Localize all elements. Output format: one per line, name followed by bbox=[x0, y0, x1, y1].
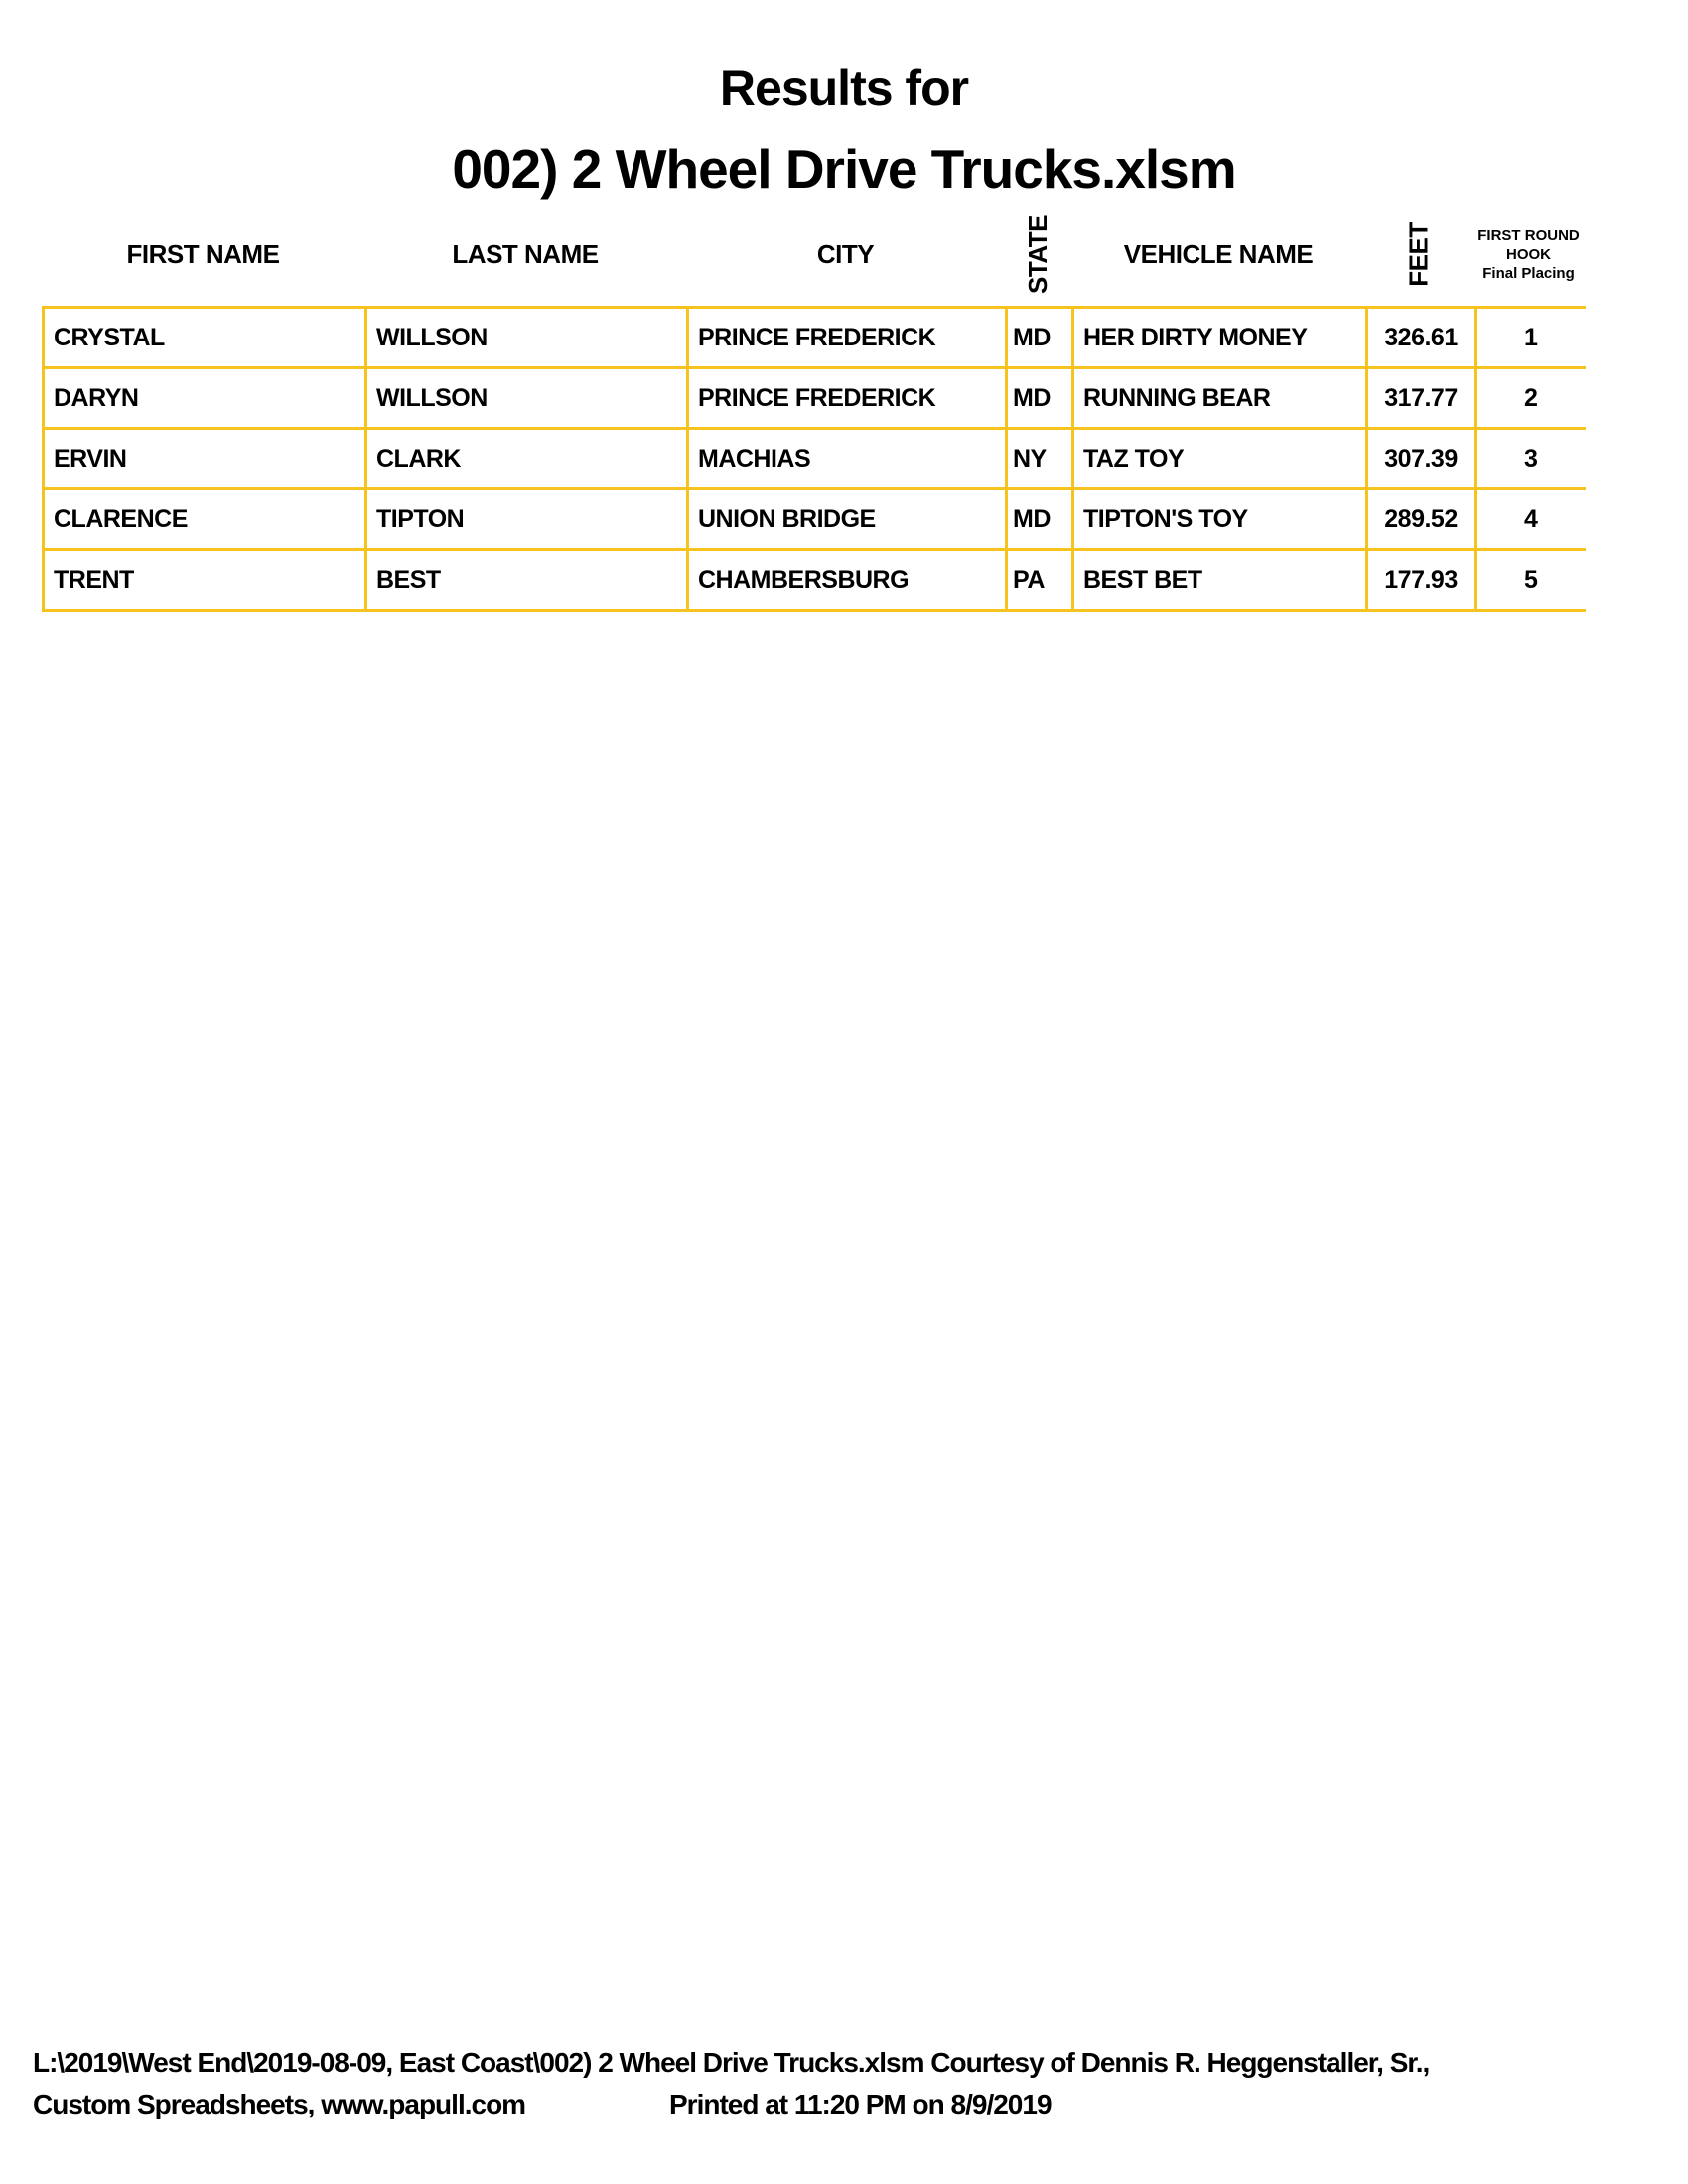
cell-placing: 4 bbox=[1476, 489, 1586, 550]
cell-city: PRINCE FREDERICK bbox=[688, 308, 1007, 368]
footer-printed-timestamp: Printed at 11:20 PM on 8/9/2019 bbox=[669, 2089, 1052, 2119]
table-row bbox=[44, 429, 1586, 489]
cell-feet: 289.52 bbox=[1367, 489, 1476, 550]
footer-second-line bbox=[33, 2089, 1621, 2124]
placing-header-line2: HOOK bbox=[1506, 245, 1551, 263]
page-title: Results for bbox=[719, 61, 969, 116]
cell-vehicle-name: TIPTON'S TOY bbox=[1073, 489, 1367, 550]
column-header-last-name: LAST NAME bbox=[452, 238, 599, 269]
cell-city: PRINCE FREDERICK bbox=[688, 368, 1007, 429]
cell-last-name: BEST bbox=[366, 550, 688, 611]
placing-header-line3: Final Placing bbox=[1482, 264, 1575, 282]
cell-state: NY bbox=[1007, 429, 1073, 489]
cell-city: CHAMBERSBURG bbox=[688, 550, 1007, 611]
cell-first-name: CLARENCE bbox=[44, 489, 366, 550]
cell-vehicle-name: TAZ TOY bbox=[1073, 429, 1367, 489]
placing-header-line1: FIRST ROUND bbox=[1477, 226, 1580, 244]
cell-state: MD bbox=[1007, 368, 1073, 429]
cell-placing: 3 bbox=[1476, 429, 1586, 489]
cell-first-name: TRENT bbox=[44, 550, 366, 611]
cell-feet: 307.39 bbox=[1367, 429, 1476, 489]
table-row bbox=[44, 368, 1586, 429]
results-table bbox=[42, 306, 1586, 612]
column-header-feet bbox=[1365, 205, 1474, 304]
page-subtitle-filename: 002) 2 Wheel Drive Trucks.xlsm bbox=[452, 138, 1236, 200]
cell-vehicle-name: RUNNING BEAR bbox=[1073, 368, 1367, 429]
cell-placing: 1 bbox=[1476, 308, 1586, 368]
column-header-state bbox=[1005, 205, 1071, 304]
footer-company: Custom Spreadsheets, www.papull.com bbox=[33, 2089, 526, 2119]
column-header-city: CITY bbox=[816, 238, 875, 269]
cell-first-name: CRYSTAL bbox=[44, 308, 366, 368]
table-header-row bbox=[0, 205, 1688, 304]
cell-first-name: DARYN bbox=[44, 368, 366, 429]
table-row bbox=[44, 550, 1586, 611]
cell-state: PA bbox=[1007, 550, 1073, 611]
column-header-vehicle-name: VEHICLE NAME bbox=[1123, 238, 1314, 269]
cell-city: MACHIAS bbox=[688, 429, 1007, 489]
cell-state: MD bbox=[1007, 308, 1073, 368]
cell-vehicle-name: BEST BET bbox=[1073, 550, 1367, 611]
cell-placing: 2 bbox=[1476, 368, 1586, 429]
cell-last-name: CLARK bbox=[366, 429, 688, 489]
cell-last-name: TIPTON bbox=[366, 489, 688, 550]
cell-last-name: WILLSON bbox=[366, 368, 688, 429]
feet-rotated-label: FEET bbox=[1403, 221, 1434, 287]
cell-feet: 317.77 bbox=[1367, 368, 1476, 429]
cell-feet: 326.61 bbox=[1367, 308, 1476, 368]
cell-state: MD bbox=[1007, 489, 1073, 550]
cell-vehicle-name: HER DIRTY MONEY bbox=[1073, 308, 1367, 368]
footer-file-path: L:\2019\West End\2019-08-09, East Coast\002) 2 Wheel Drive Trucks.xlsm Courtesy of Dennis R. Heggenstaller, Sr., bbox=[33, 2047, 1430, 2078]
column-header-placing bbox=[1474, 205, 1584, 304]
table-row bbox=[44, 489, 1586, 550]
cell-last-name: WILLSON bbox=[366, 308, 688, 368]
cell-first-name: ERVIN bbox=[44, 429, 366, 489]
column-header-first-name: FIRST NAME bbox=[126, 238, 280, 269]
cell-feet: 177.93 bbox=[1367, 550, 1476, 611]
cell-city: UNION BRIDGE bbox=[688, 489, 1007, 550]
table-row bbox=[44, 308, 1586, 368]
state-rotated-label: STATE bbox=[1023, 214, 1053, 294]
cell-placing: 5 bbox=[1476, 550, 1586, 611]
